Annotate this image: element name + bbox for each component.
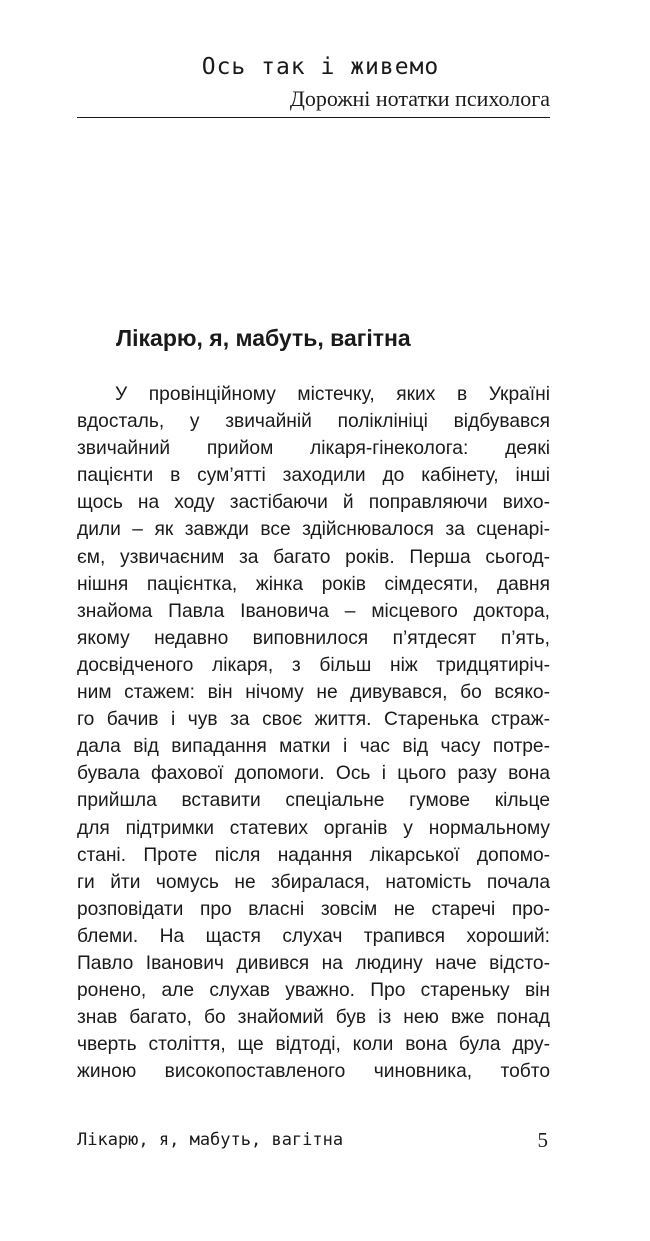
- text-line: якому недавно виповнилося п’ятдесят п’ять,: [77, 627, 550, 649]
- text-line: дала від випадання матки і час від часу потре-: [77, 736, 550, 758]
- text-line: жиною високопоставленого чиновника, тобто: [77, 1061, 550, 1083]
- text-line: знайома Павла Івановича – місцевого доктора,: [77, 600, 550, 622]
- text-line: бувала фахової допомоги. Ось і цього разу вона: [77, 763, 550, 785]
- text-line: єм, узвичаєним за багато років. Перша сьогод-: [77, 546, 550, 568]
- text-line: блеми. На щастя слухач трапився хороший:: [77, 925, 550, 947]
- text-line: пацієнти в сум’ятті заходили до кабінету, інші: [77, 465, 550, 487]
- text-line: нішня пацієнтка, жінка років сімдесяти, давня: [77, 573, 550, 595]
- text-line: У провінційному містечку, яких в Україні: [115, 384, 550, 405]
- text-line: го бачив і чув за своє життя. Старенька страж-: [77, 709, 550, 731]
- book-title: Ось так і живемо: [201, 54, 440, 80]
- text-line: дили – як завжди все здійснювалося за сценарі-: [77, 519, 550, 541]
- book-subtitle: Дорожні нотатки психолога: [289, 86, 550, 111]
- header-divider: [77, 117, 550, 118]
- chapter-body-text: [77, 381, 550, 1085]
- running-title: Лікарю, я, мабуть, вагітна: [77, 1130, 344, 1150]
- text-line: для підтримки статевих органів у нормальному: [77, 817, 550, 839]
- text-line: ним стажем: він нічому не дивувався, бо всяко-: [77, 682, 550, 704]
- text-line: вдосталь, у звичайній поліклініці відбувався: [77, 411, 550, 433]
- text-line: щось на ходу застібаючи й поправляючи вихо-: [77, 492, 550, 514]
- text-line: прийшла вставити спеціальне гумове кільце: [77, 790, 550, 812]
- text-line: стані. Проте після надання лікарської допомо-: [77, 844, 550, 866]
- text-line: ги йти чомусь не збиралася, натомість почала: [77, 871, 550, 893]
- text-line: ронено, але слухав уважно. Про стареньку він: [77, 980, 550, 1002]
- page-number: 5: [537, 1128, 548, 1152]
- text-line: Павло Іванович дивився на людину наче відсто-: [77, 952, 550, 974]
- text-line: чверть століття, ще відтоді, коли вона була дру-: [77, 1034, 550, 1056]
- page-header: [77, 52, 550, 118]
- text-line: знав багато, бо знайомий був із нею вже понад: [77, 1007, 550, 1029]
- text-line: досвідченого лікаря, з більш ніж тридцятиріч-: [77, 654, 550, 676]
- chapter-title: Лікарю, я, мабуть, вагітна: [116, 325, 411, 351]
- text-line: звичайний прийом лікаря-гінеколога: деякі: [77, 438, 550, 460]
- text-line: розповідати про власні зовсім не старечі про-: [77, 898, 550, 920]
- page-footer: [77, 1128, 550, 1154]
